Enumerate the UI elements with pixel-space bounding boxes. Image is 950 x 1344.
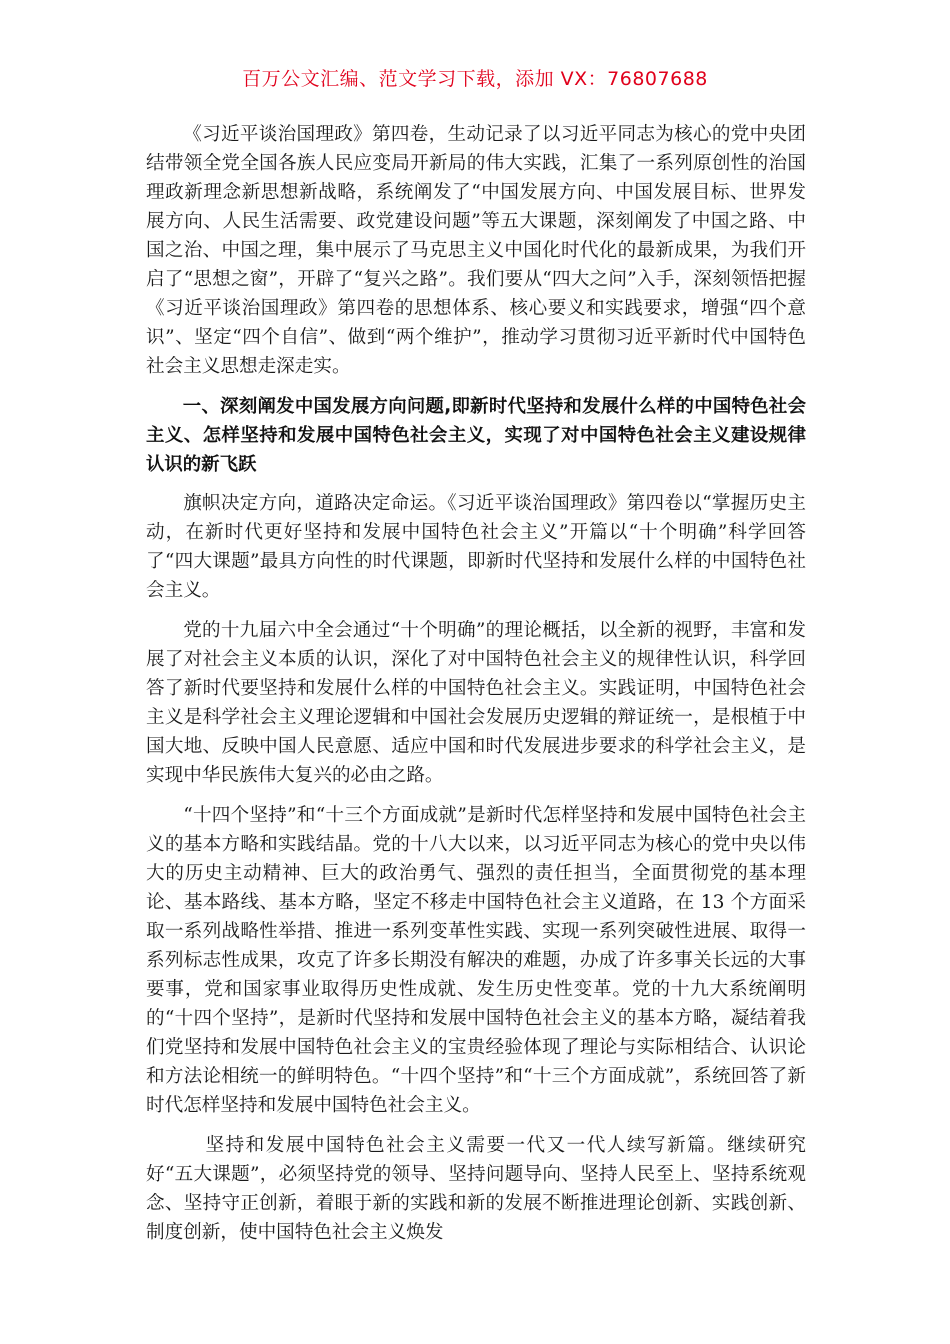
document-body <box>146 120 806 1258</box>
body-paragraph: 坚持和发展中国特色社会主义需要一代又一代人续写新篇。继续研究好“五大课题”，必须坚持党的领导、坚持问题导向、坚持人民至上、坚持系统观念、坚持守正创新，着眼于新的实践和新的发展不断推进理论创新、实践创新、制度创新，使中国特色社会主义焕发 <box>146 1135 806 1243</box>
body-paragraph: 旗帜决定方向，道路决定命运。《习近平谈治国理政》第四卷以“掌握历史主动，在新时代更好坚持和发展中国特色社会主义”开篇以“十个明确”科学回答了“四大课题”最具方向性的时代课题，即新时代坚持和发展什么样的中国特色社会主义。 <box>146 493 806 601</box>
body-paragraph: 党的十九届六中全会通过“十个明确”的理论概括，以全新的视野，丰富和发展了对社会主义本质的认识，深化了对中国特色社会主义的规律性认识，科学回答了新时代要坚持和发展什么样的中国特色社会主义。实践证明，中国特色社会主义是科学社会主义理论逻辑和中国社会发展历史逻辑的辩证统一，是根植于中国大地、反映中国人民意愿、适应中国和时代发展进步要求的科学社会主义，是实现中华民族伟大复兴的必由之路。 <box>146 620 806 786</box>
intro-paragraph: 《习近平谈治国理政》第四卷，生动记录了以习近平同志为核心的党中央团结带领全党全国各族人民应变局开新局的伟大实践，汇集了一系列原创性的治国理政新理念新思想新战略，系统阐发了“中国发展方向、中国发展目标、世界发展方向、人民生活需要、政党建设问题”等五大课题，深刻阐发了中国之路、中国之治、中国之理，集中展示了马克思主义中国化时代化的最新成果，为我们开启了“思想之窗”，开辟了“复兴之路”。我们要从“四大之问”入手，深刻领悟把握《习近平谈治国理政》第四卷的思想体系、核心要义和实践要求，增强“四个意识”、坚定“四个自信”、做到“两个维护”，推动学习贯彻习近平新时代中国特色社会主义思想走深走实。 <box>146 124 806 377</box>
body-paragraph: “十四个坚持”和“十三个方面成就”是新时代怎样坚持和发展中国特色社会主义的基本方略和实践结晶。党的十八大以来，以习近平同志为核心的党中央以伟大的历史主动精神、巨大的政治勇气、强烈的责任担当，全面贯彻党的基本理论、基本路线、基本方略，坚定不移走中国特色社会主义道路，在 13 个方面采取一系列战略性举措、推进一系列变革性实践、实现一系列突破性进展、取得一系列标志性成果，攻克了许多长期没有解决的难题，办成了许多事关长远的大事要事，党和国家事业取得历史性成就、发生历史性变革。党的十九大系统阐明的“十四个坚持”，是新时代坚持和发展中国特色社会主义的基本方略，凝结着我们党坚持和发展中国特色社会主义的宝贵经验体现了理论与实际相结合、认识论和方法论相统一的鲜明特色。“十四个坚持”和“十三个方面成就”，系统回答了新时代怎样坚持和发展中国特色社会主义。 <box>146 805 806 1116</box>
download-banner: 百万公文汇编、范文学习下载，添加 VX：76807688 <box>242 68 708 90</box>
section-heading-1: 一、深刻阐发中国发展方向问题,即新时代坚持和发展什么样的中国特色社会主义、怎样坚持和发展中国特色社会主义，实现了对中国特色社会主义建设规律认识的新飞跃 <box>146 396 806 475</box>
